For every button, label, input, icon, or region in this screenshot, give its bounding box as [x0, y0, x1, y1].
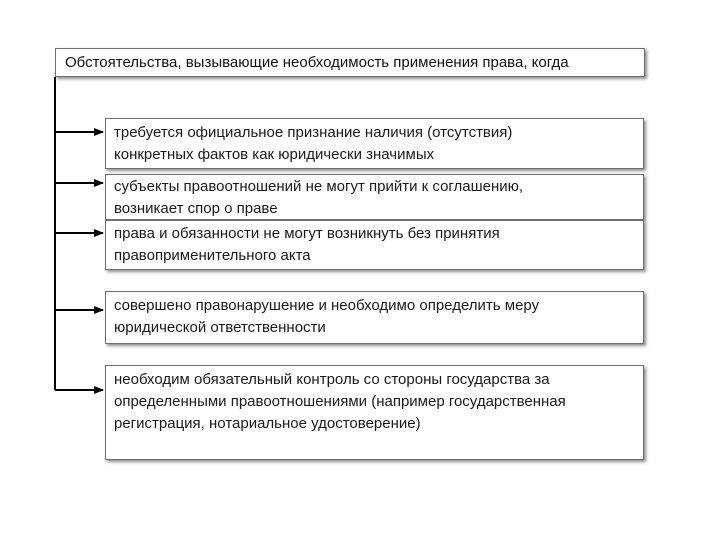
item-line: совершено правонарушение и необходимо определить меру	[114, 297, 540, 314]
item-line: конкретных фактов как юридически значимых	[114, 146, 435, 163]
item-line: необходим обязательный контроль со стороны государства за	[114, 371, 550, 388]
item-line: субъекты правоотношений не могут прийти к соглашению,	[114, 178, 524, 195]
item-line: юридической ответственности	[114, 319, 326, 336]
item-line: регистрация, нотариальное удостоверение)	[114, 415, 421, 432]
item-line: определенными правоотношениями (например государственная	[114, 393, 566, 410]
item-box-rights-obligations	[105, 220, 644, 270]
item-box-dispute	[105, 174, 644, 220]
header-title: Обстоятельства, вызывающие необходимость применения права, когда	[65, 54, 569, 71]
header-box	[55, 48, 645, 77]
item-line: возникает спор о праве	[114, 200, 278, 217]
item-box-offense	[105, 291, 644, 344]
item-line: права и обязанности не могут возникнуть без принятия	[114, 225, 500, 242]
item-line: правоприменительного акта	[114, 247, 311, 264]
item-box-state-control	[105, 365, 644, 460]
item-line: требуется официальное признание наличия (отсутствия)	[114, 124, 513, 141]
item-box-official-recognition	[105, 118, 644, 169]
